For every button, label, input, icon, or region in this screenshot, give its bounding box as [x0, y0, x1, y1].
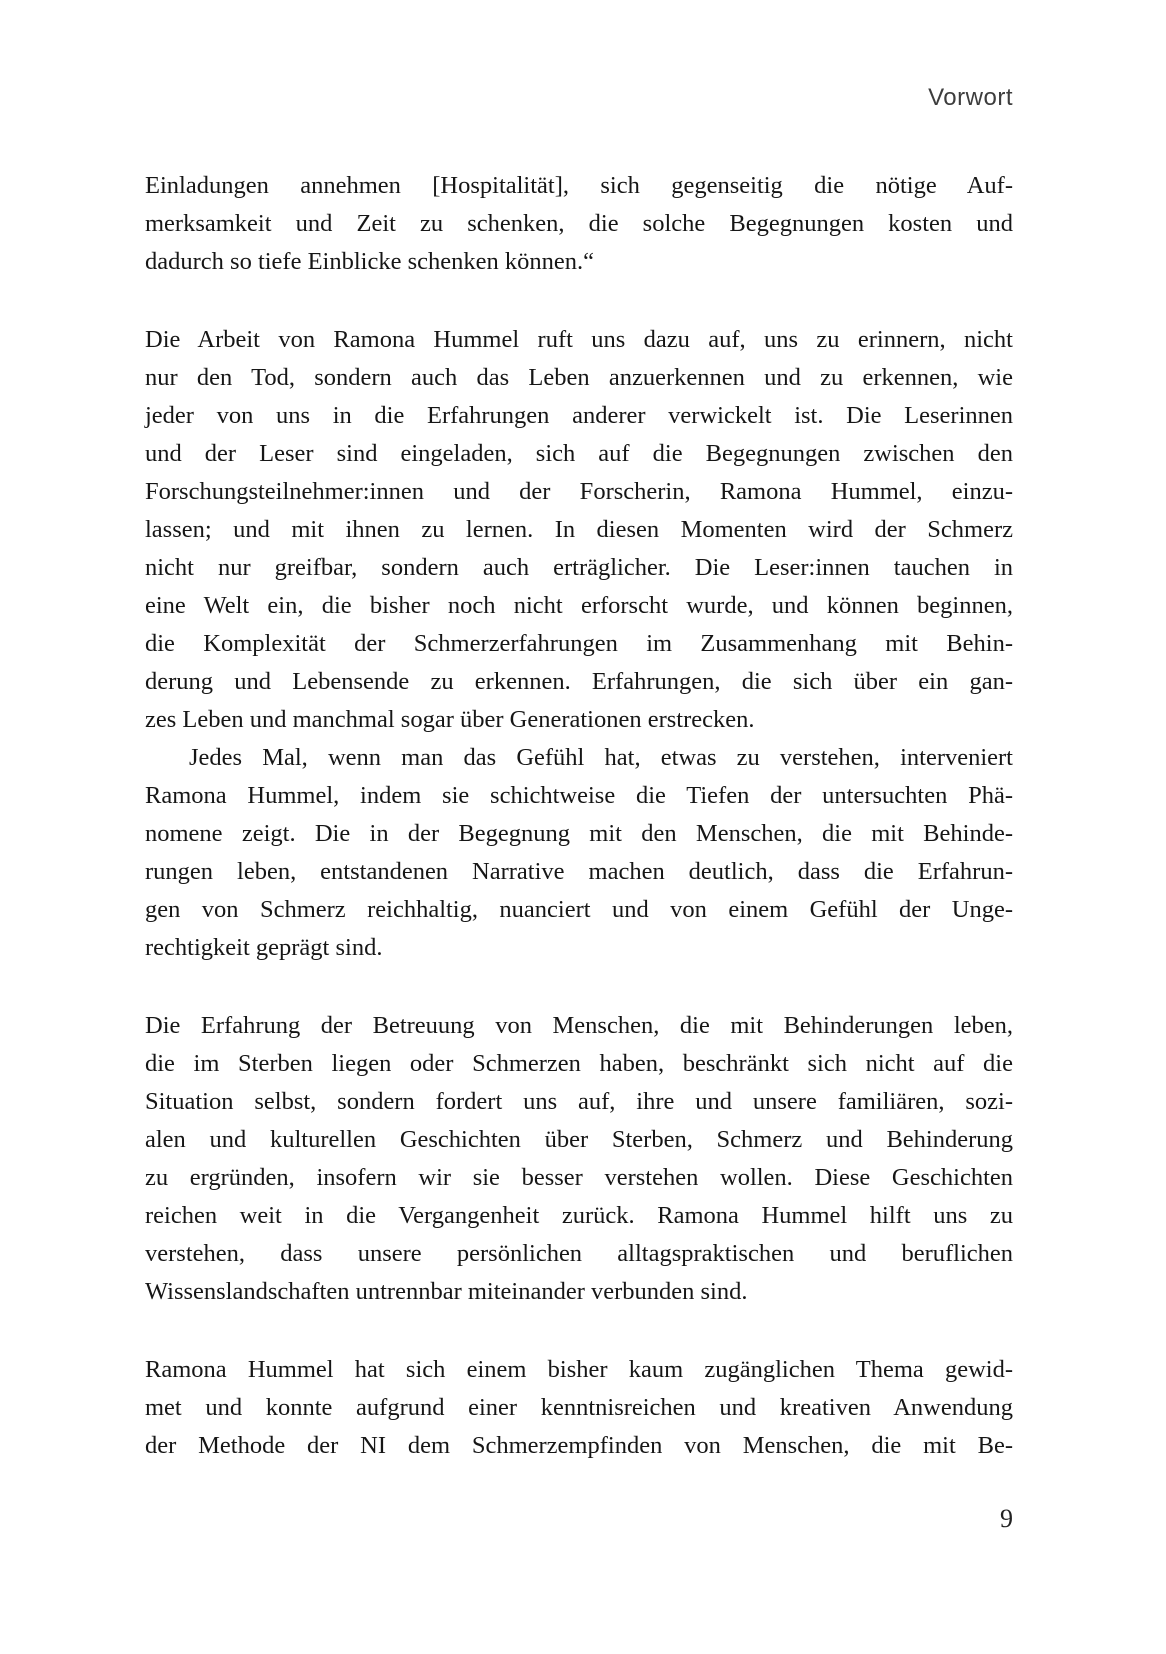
paragraph-die-arbeit — [145, 321, 1013, 739]
text-line: lassen; und mit ihnen zu lernen. In diesen Momenten wird der Schmerz — [145, 516, 1013, 543]
text-line: gen von Schmerz reichhaltig, nuanciert und von einem Gefühl der Unge- — [145, 896, 1013, 923]
text-line: nicht nur greifbar, sondern auch erträglicher. Die Leser:innen tauchen in — [145, 554, 1013, 581]
text-line: Forschungsteilnehmer:innen und der Forscherin, Ramona Hummel, einzu- — [145, 478, 1013, 505]
text-line: nomene zeigt. Die in der Begegnung mit den Menschen, die mit Behinde- — [145, 820, 1013, 847]
text-line: alen und kulturellen Geschichten über Sterben, Schmerz und Behinderung — [145, 1126, 1013, 1153]
text-line: zu ergründen, insofern wir sie besser verstehen wollen. Diese Geschichten — [145, 1164, 1013, 1191]
text-line: die im Sterben liegen oder Schmerzen haben, beschränkt sich nicht auf die — [145, 1050, 1013, 1077]
text-line: rungen leben, entstandenen Narrative machen deutlich, dass die Erfahrun- — [145, 858, 1013, 885]
text-line: Die Arbeit von Ramona Hummel ruft uns dazu auf, uns zu erinnern, nicht — [145, 326, 1013, 353]
text-line: zes Leben und manchmal sogar über Generationen erstrecken. — [145, 706, 755, 733]
text-line: Die Erfahrung der Betreuung von Menschen, die mit Behinderungen leben, — [145, 1012, 1013, 1039]
text-line: met und konnte aufgrund einer kenntnisreichen und kreativen Anwendung — [145, 1394, 1013, 1421]
text-line: Jedes Mal, wenn man das Gefühl hat, etwas zu verstehen, interveniert — [189, 744, 1013, 771]
text-line: dadurch so tiefe Einblicke schenken können.“ — [145, 248, 595, 275]
text-line: rechtigkeit geprägt sind. — [145, 934, 383, 961]
text-line: jeder von uns in die Erfahrungen anderer verwickelt ist. Die Leserinnen — [145, 402, 1013, 429]
text-line: verstehen, dass unsere persönlichen alltagspraktischen und beruflichen — [145, 1240, 1013, 1267]
text-line: die Komplexität der Schmerzerfahrungen im Zusammenhang mit Behin- — [145, 630, 1013, 657]
text-line: nur den Tod, sondern auch das Leben anzuerkennen und zu erkennen, wie — [145, 364, 1013, 391]
text-line: Situation selbst, sondern fordert uns auf, ihre und unsere familiären, sozi- — [145, 1088, 1013, 1115]
text-line: und der Leser sind eingeladen, sich auf die Begegnungen zwischen den — [145, 440, 1013, 467]
text-line: merksamkeit und Zeit zu schenken, die solche Begegnungen kosten und — [145, 210, 1013, 237]
running-header: Vorwort — [928, 84, 1013, 111]
text-line: der Methode der NI dem Schmerzempfinden von Menschen, die mit Be- — [145, 1432, 1013, 1459]
page-number: 9 — [1000, 1504, 1013, 1533]
paragraph-quote-continuation — [145, 167, 1013, 281]
paragraph-jedes-mal — [145, 739, 1013, 967]
body-text — [145, 167, 1013, 1465]
paragraph-die-erfahrung — [145, 1007, 1013, 1311]
text-line: Ramona Hummel, indem sie schichtweise die Tiefen der untersuchten Phä- — [145, 782, 1013, 809]
text-line: Ramona Hummel hat sich einem bisher kaum zugänglichen Thema gewid- — [145, 1356, 1013, 1383]
text-line: Einladungen annehmen [Hospitalität], sich gegenseitig die nötige Auf- — [145, 172, 1013, 199]
text-line: reichen weit in die Vergangenheit zurück. Ramona Hummel hilft uns zu — [145, 1202, 1013, 1229]
text-line: eine Welt ein, die bisher noch nicht erforscht wurde, und können beginnen, — [145, 592, 1013, 619]
text-line: derung und Lebensende zu erkennen. Erfahrungen, die sich über ein gan- — [145, 668, 1013, 695]
paragraph-ramona-thema — [145, 1351, 1013, 1465]
text-line: Wissenslandschaften untrennbar miteinander verbunden sind. — [145, 1278, 748, 1305]
